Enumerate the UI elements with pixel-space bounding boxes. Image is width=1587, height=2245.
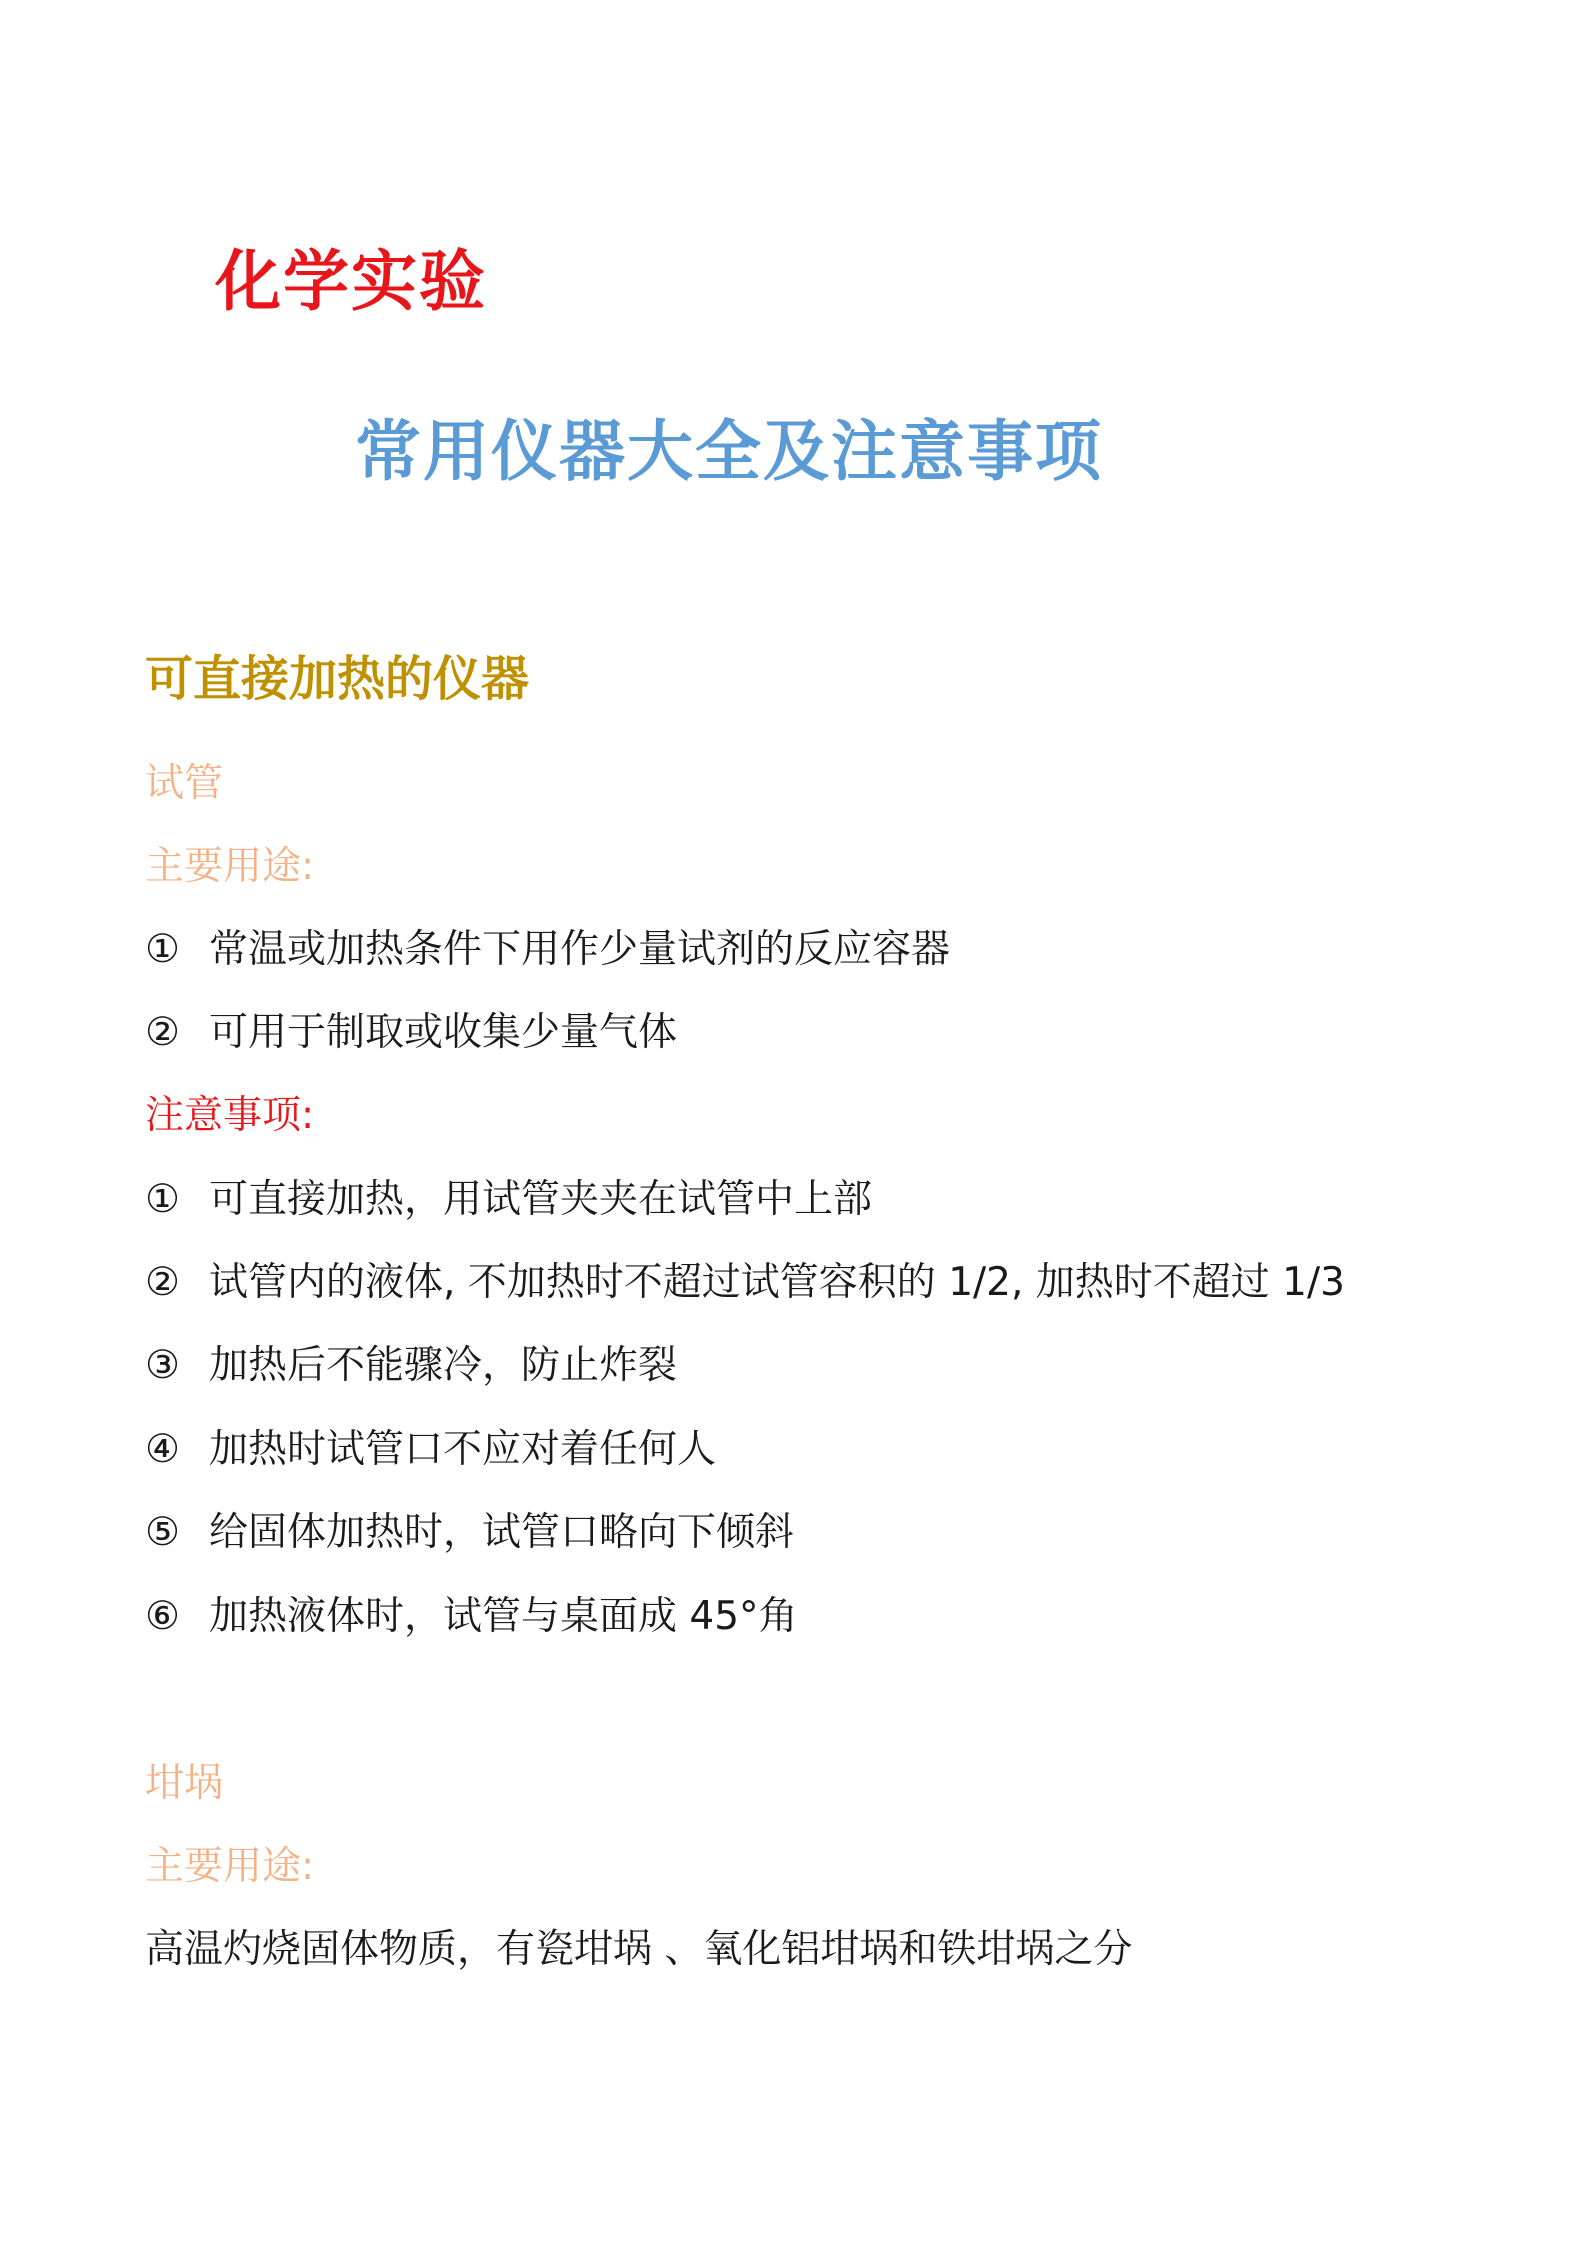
list-text: 给固体加热时，试管口略向下倾斜 bbox=[209, 1510, 795, 1555]
list-item bbox=[145, 1418, 716, 1474]
list-text: 常温或加热条件下用作少量试剂的反应容器 bbox=[209, 927, 951, 972]
caution-label: 注意事项: bbox=[145, 1093, 315, 1138]
list-item bbox=[145, 1001, 677, 1057]
usage-label: 主要用途: bbox=[145, 844, 315, 889]
list-text: 可直接加热，用试管夹夹在试管中上部 bbox=[209, 1177, 873, 1222]
list-item bbox=[145, 918, 950, 974]
list-text: 试管内的液体, 不加热时不超过试管容积的 1/2, 加热时不超过 1/3 bbox=[209, 1260, 1345, 1305]
instrument-name-crucible: 坩埚 bbox=[145, 1761, 224, 1806]
page-subtitle: 常用仪器大全及注意事项 bbox=[355, 413, 1103, 490]
list-number: ① bbox=[145, 927, 180, 972]
list-number: ② bbox=[145, 1010, 180, 1055]
list-number: ④ bbox=[145, 1427, 180, 1472]
list-number: ② bbox=[145, 1260, 180, 1305]
list-text: 可用于制取或收集少量气体 bbox=[209, 1010, 678, 1055]
section-heading: 可直接加热的仪器 bbox=[145, 651, 530, 707]
list-number: ① bbox=[145, 1177, 180, 1222]
list-item bbox=[145, 1501, 794, 1557]
list-number: ③ bbox=[145, 1343, 180, 1388]
list-text: 加热液体时，试管与桌面成 45°角 bbox=[209, 1594, 798, 1639]
list-item bbox=[145, 1334, 677, 1390]
list-item bbox=[145, 1585, 798, 1641]
usage-text: 高温灼烧固体物质，有瓷坩埚 、氧化铝坩埚和铁坩埚之分 bbox=[145, 1927, 1133, 1972]
list-item bbox=[145, 1251, 1345, 1307]
list-number: ⑤ bbox=[145, 1510, 180, 1555]
instrument-name-test-tube: 试管 bbox=[145, 761, 224, 806]
list-text: 加热后不能骤冷，防止炸裂 bbox=[209, 1343, 678, 1388]
usage-label: 主要用途: bbox=[145, 1844, 315, 1889]
list-text: 加热时试管口不应对着任何人 bbox=[209, 1427, 717, 1472]
page-title: 化学实验 bbox=[215, 243, 487, 320]
list-item bbox=[145, 1168, 872, 1224]
list-number: ⑥ bbox=[145, 1594, 180, 1639]
